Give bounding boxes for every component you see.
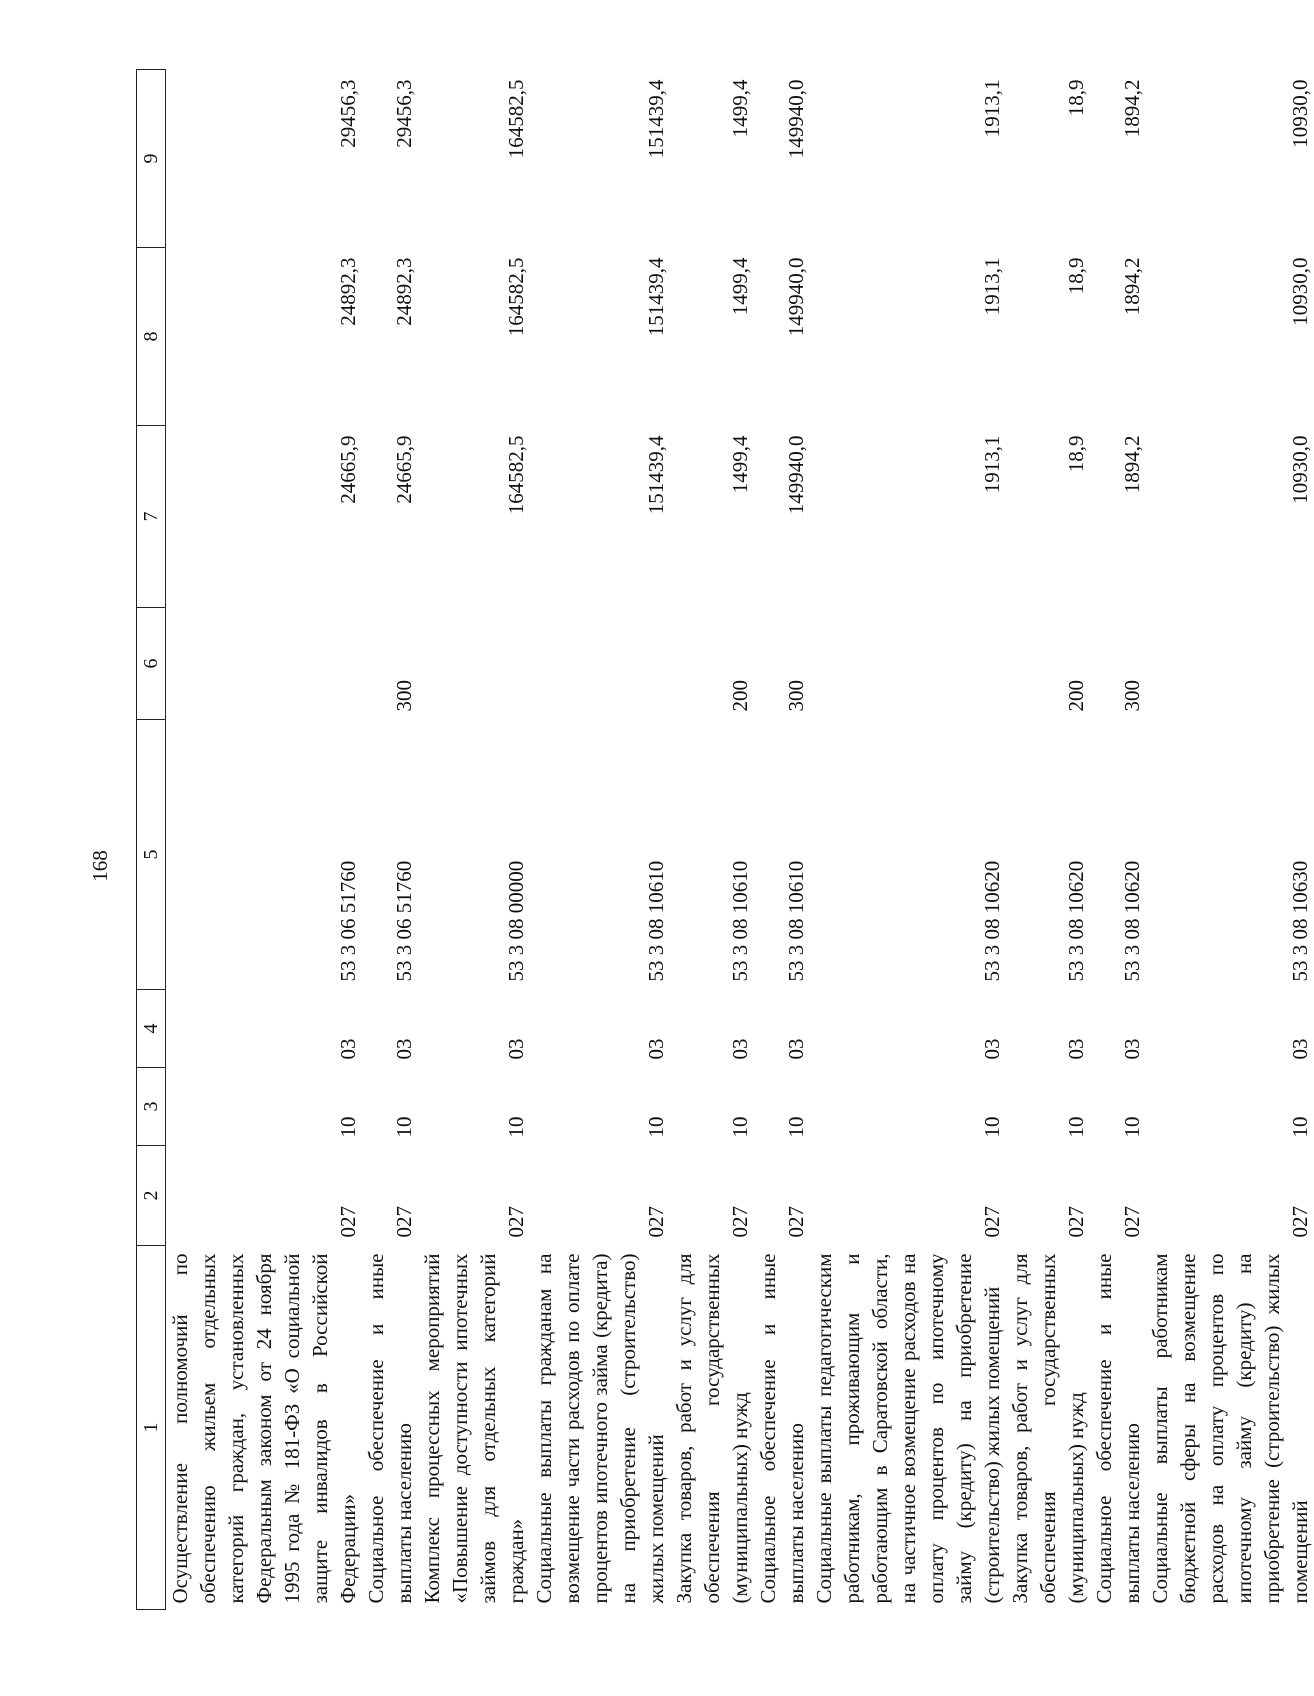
cell-amount-8: 149940,0: [784, 257, 808, 337]
cell-expense-type: 200: [728, 680, 752, 712]
cell-section: 10: [392, 1116, 416, 1138]
row-description: Закупка товаров, работ и услуг для обеспечения государственных (муниципальных) нужд: [672, 1253, 752, 1604]
cell-subsection: 03: [784, 1038, 808, 1060]
row-description: Социальные выплаты гражданам на возмещение части расходов по оплате процентов ипотечного займа (кредита) на приобретение (строительство) жилых помещений: [532, 1253, 668, 1604]
cell-section: 10: [784, 1116, 808, 1138]
header-cell: 4: [137, 990, 166, 1068]
cell-target-article: 53 3 08 10620: [1120, 860, 1144, 982]
page-number: 168: [87, 850, 112, 882]
row-description: Социальные выплаты работникам бюджетной сферы на возмещение расходов на оплату процентов по ипотечному займу (кредиту) на приобретение (строительство) жилых помещений: [1148, 1253, 1312, 1604]
cell-section: 10: [1064, 1116, 1088, 1138]
cell-amount-9: 1894,2: [1120, 79, 1144, 138]
table-row: [1146, 70, 1314, 1610]
cell-amount-7: 1894,2: [1120, 435, 1144, 494]
cell-subsection: 03: [392, 1038, 416, 1060]
cell-ministry: 027: [784, 1206, 808, 1238]
cell-subsection: 03: [504, 1038, 528, 1060]
cell-target-article: 53 3 08 10610: [728, 860, 752, 982]
cell-section: 10: [336, 1116, 360, 1138]
header-cell: 5: [137, 720, 166, 990]
row-description: Социальное обеспечение и иные выплаты населению: [364, 1253, 416, 1604]
cell-amount-7: 151439,4: [644, 435, 668, 515]
cell-amount-9: 1913,1: [980, 79, 1004, 138]
header-cell: 2: [137, 1146, 166, 1246]
cell-amount-7: 149940,0: [784, 435, 808, 515]
header-cell: 8: [137, 248, 166, 426]
cell-amount-7: 10930,0: [1288, 435, 1312, 504]
cell-expense-type: [1146, 608, 1314, 720]
cell-amount-9: 29456,3: [336, 79, 360, 148]
rotated-table-container: [136, 70, 1312, 1610]
table-row: [530, 70, 670, 1610]
row-description: Закупка товаров, работ и услуг для обеспечения государственных (муниципальных) нужд: [1008, 1253, 1088, 1604]
cell-target-article: 53 3 08 10620: [1064, 860, 1088, 982]
table-row: [670, 70, 754, 1610]
cell-expense-type: 300: [1120, 680, 1144, 712]
cell-subsection: 03: [336, 1038, 360, 1060]
cell-amount-8: 1499,4: [728, 257, 752, 316]
cell-expense-type: 300: [784, 680, 808, 712]
cell-target-article: 53 3 08 10610: [644, 860, 668, 982]
table-row: [166, 70, 363, 1610]
table-row: [810, 70, 1006, 1610]
cell-ministry: 027: [644, 1206, 668, 1238]
row-description: Социальное обеспечение и иные выплаты населению: [1092, 1253, 1144, 1604]
cell-subsection: 03: [1064, 1038, 1088, 1060]
header-cell: 1: [137, 1246, 166, 1610]
cell-amount-9: 10930,0: [1288, 79, 1312, 148]
cell-ministry: 027: [728, 1206, 752, 1238]
cell-amount-9: 1499,4: [728, 79, 752, 138]
cell-ministry: 027: [1064, 1206, 1088, 1238]
row-description: Социальное обеспечение и иные выплаты населению: [756, 1253, 808, 1604]
cell-ministry: 027: [1120, 1206, 1144, 1238]
table-row: [418, 70, 530, 1610]
cell-expense-type: [810, 608, 1006, 720]
cell-section: 10: [644, 1116, 668, 1138]
cell-amount-8: 164582,5: [504, 257, 528, 337]
cell-target-article: 53 3 08 00000: [504, 860, 528, 982]
cell-ministry: 027: [336, 1206, 360, 1238]
cell-amount-9: 29456,3: [392, 79, 416, 148]
header-cell: 9: [137, 70, 166, 248]
cell-amount-9: 164582,5: [504, 79, 528, 159]
cell-section: 10: [728, 1116, 752, 1138]
cell-subsection: 03: [1288, 1038, 1312, 1060]
row-description: Комплекс процессных мероприятий «Повышение доступности ипотечных займов для отдельных категорий граждан»: [420, 1253, 528, 1604]
cell-ministry: 027: [392, 1206, 416, 1238]
cell-amount-7: 164582,5: [504, 435, 528, 515]
header-row: [137, 70, 166, 1610]
cell-amount-7: 18,9: [1064, 435, 1088, 473]
table-row: [362, 70, 418, 1610]
cell-target-article: 53 3 06 51760: [392, 860, 416, 982]
cell-subsection: 03: [980, 1038, 1004, 1060]
cell-target-article: 53 3 06 51760: [336, 860, 360, 982]
table-row: [754, 70, 810, 1610]
cell-expense-type: [418, 608, 530, 720]
row-description: Осуществление полномочий по обеспечению жильем отдельных категорий граждан, установленных Федеральным законом от 24 ноября 1995 года № 181-ФЗ «О социальной защите инвалидов в Российской Федерации»: [168, 1253, 360, 1604]
cell-section: 10: [1120, 1116, 1144, 1138]
cell-amount-8: 24892,3: [392, 257, 416, 326]
cell-amount-8: 1913,1: [980, 257, 1004, 316]
cell-subsection: 03: [644, 1038, 668, 1060]
cell-amount-7: 1913,1: [980, 435, 1004, 494]
cell-subsection: 03: [728, 1038, 752, 1060]
cell-expense-type: [530, 608, 670, 720]
cell-amount-8: 1894,2: [1120, 257, 1144, 316]
header-cell: 7: [137, 426, 166, 608]
cell-section: 10: [1288, 1116, 1312, 1138]
cell-amount-9: 151439,4: [644, 79, 668, 159]
cell-amount-9: 149940,0: [784, 79, 808, 159]
cell-amount-7: 1499,4: [728, 435, 752, 494]
table-row: [1090, 70, 1146, 1610]
cell-target-article: 53 3 08 10610: [784, 860, 808, 982]
cell-section: 10: [980, 1116, 1004, 1138]
cell-amount-8: 10930,0: [1288, 257, 1312, 326]
cell-amount-8: 18,9: [1064, 257, 1088, 295]
cell-amount-7: 24665,9: [392, 435, 416, 504]
cell-amount-8: 24892,3: [336, 257, 360, 326]
cell-amount-8: 151439,4: [644, 257, 668, 337]
budget-table: [136, 69, 1314, 1610]
cell-target-article: 53 3 08 10620: [980, 860, 1004, 982]
cell-expense-type: [166, 608, 363, 720]
header-cell: 3: [137, 1068, 166, 1146]
cell-target-article: 53 3 08 10630: [1288, 860, 1312, 982]
row-description: Социальные выплаты педагогическим работникам, проживающим и работающим в Саратовской области, на частичное возмещение расходов на оплату процентов по ипотечному займу (кредиту) на приобретение (строительство) жилых помещений: [812, 1253, 1004, 1604]
cell-amount-7: 24665,9: [336, 435, 360, 504]
header-cell: 6: [137, 608, 166, 720]
cell-section: 10: [504, 1116, 528, 1138]
cell-amount-9: 18,9: [1064, 79, 1088, 117]
cell-subsection: 03: [1120, 1038, 1144, 1060]
cell-ministry: 027: [1288, 1206, 1312, 1238]
table-row: [1006, 70, 1090, 1610]
cell-expense-type: 300: [392, 680, 416, 712]
cell-ministry: 027: [980, 1206, 1004, 1238]
cell-ministry: 027: [504, 1206, 528, 1238]
cell-expense-type: 200: [1064, 680, 1088, 712]
